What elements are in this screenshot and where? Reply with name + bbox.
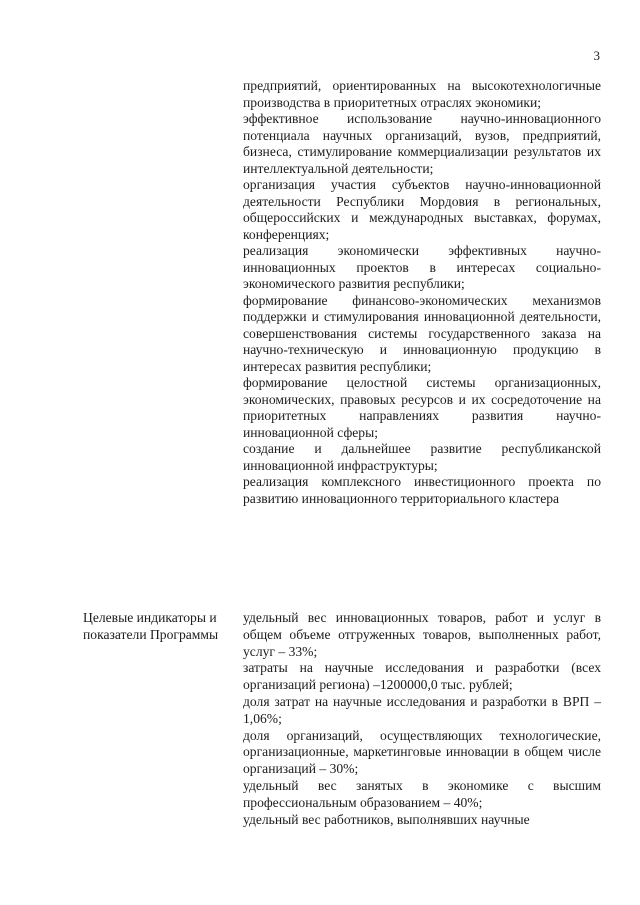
indicator-item: удельный вес работников, выполнявших научные — [243, 811, 530, 827]
page-number: 3 — [593, 48, 600, 63]
indicators-section-label: Целевые индикаторы и показатели Программы — [83, 610, 219, 642]
program-goals-list — [243, 78, 601, 507]
goal-item: предприятий, ориентированных на высокотехнологичные производства в приоритетных отраслях экономики; — [243, 78, 601, 110]
indicator-item: удельный вес инновационных товаров, работ и услуг в общем объеме отгруженных товаров, выполненных работ, услуг – 33%; — [243, 610, 601, 659]
indicator-item: удельный вес занятых в экономике с высшим профессиональным образованием – 40%; — [243, 777, 601, 810]
goal-item: реализация экономически эффективных научно-инновационных проектов в интересах социально-экономического развития республики; — [243, 243, 601, 291]
goal-item: организация участия субъектов научно-инновационной деятельности Республики Мордовия в региональных, общероссийских и международных выставках, форумах, конференциях; — [243, 177, 601, 242]
indicators-list — [243, 610, 601, 828]
goal-item: создание и дальнейшее развитие республиканской инновационной инфраструктуры; — [243, 441, 601, 473]
goal-item: формирование целостной системы организационных, экономических, правовых ресурсов и их сосредоточение на приоритетных направлениях развития научно-инновационной сферы; — [243, 375, 601, 440]
indicator-item: доля затрат на научные исследования и разработки в ВРП – 1,06%; — [243, 693, 601, 726]
indicator-item: доля организаций, осуществляющих технологические, организационные, маркетинговые инновации в общем числе организаций – 30%; — [243, 727, 601, 777]
goal-item: эффективное использование научно-инновационного потенциала научных организаций, вузов, предприятий, бизнеса, стимулирование коммерциализации результатов их интеллектуальной деятельности; — [243, 111, 601, 176]
indicator-item: затраты на научные исследования и разработки (всех организаций региона) –1200000,0 тыс. рублей; — [243, 660, 601, 693]
goal-item: формирование финансово-экономических механизмов поддержки и стимулирования инновационной деятельности, совершенствования системы государственного заказа на научно-техническую и инновационную продукцию в интересах развития республики; — [243, 292, 601, 374]
goal-item: реализация комплексного инвестиционного проекта по развитию инновационного территориального кластера — [243, 474, 601, 506]
